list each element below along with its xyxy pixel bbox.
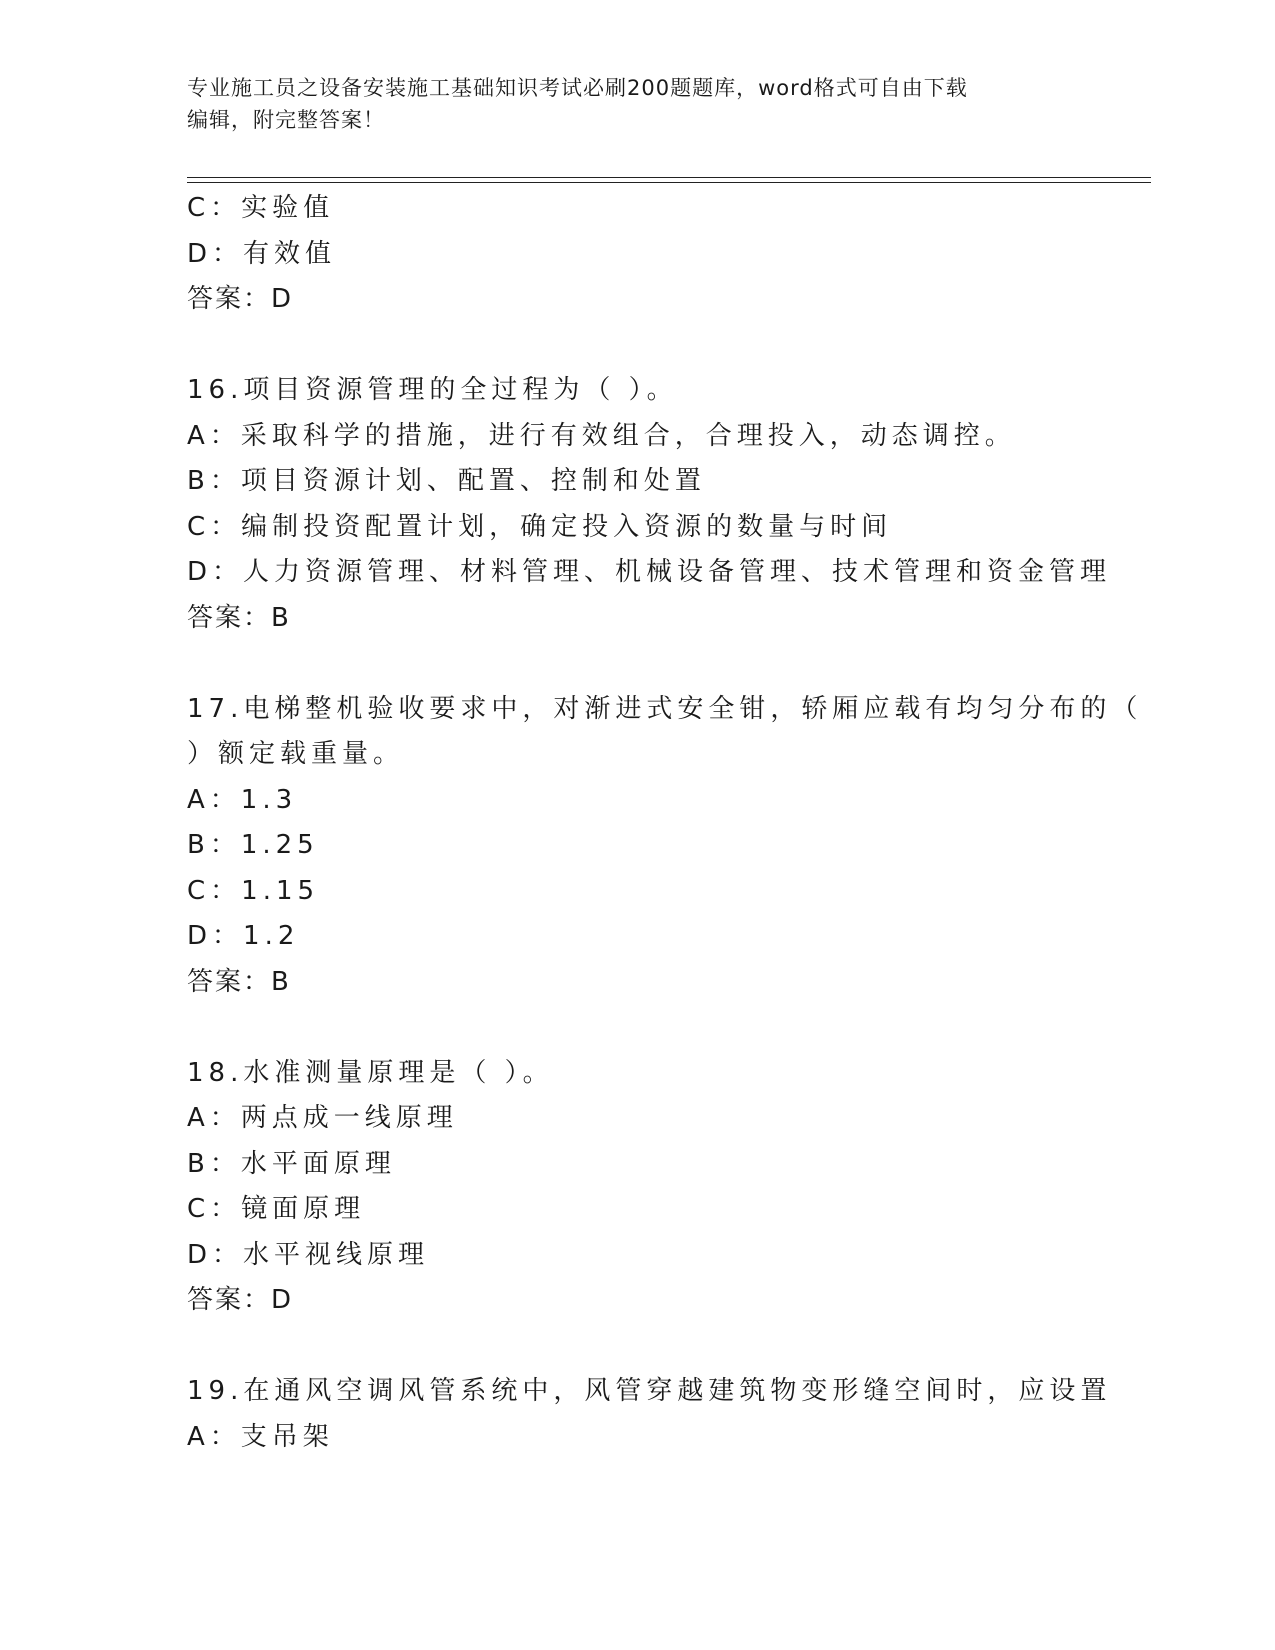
option-a: A：支吊架 bbox=[187, 1421, 334, 1452]
option-c: C：镜面原理 bbox=[187, 1194, 366, 1224]
spacer bbox=[187, 1005, 1151, 1051]
document-header bbox=[187, 72, 1067, 136]
option-a: A：1.3 bbox=[187, 784, 298, 815]
option-d: D：有效值 bbox=[187, 238, 337, 269]
option-b: B：水平面原理 bbox=[187, 1148, 396, 1179]
header-divider-top bbox=[187, 177, 1151, 178]
question-19 bbox=[187, 1369, 1151, 1460]
option-a: A：两点成一线原理 bbox=[187, 1103, 458, 1133]
option-c: C：实验值 bbox=[187, 193, 335, 223]
option-d: D：人力资源管理、材料管理、机械设备管理、技术管理和资金管理 bbox=[187, 557, 1112, 587]
header-title-line-2: 编辑，附完整答案！ bbox=[187, 108, 385, 132]
answer-line: 答案：D bbox=[187, 284, 294, 314]
question-17 bbox=[187, 687, 1151, 1006]
question-18 bbox=[187, 1051, 1151, 1324]
spacer bbox=[187, 641, 1151, 687]
answer-line: 答案：B bbox=[187, 966, 291, 997]
option-d: D：水平视线原理 bbox=[187, 1239, 430, 1270]
question-15-partial bbox=[187, 186, 1151, 323]
question-list bbox=[187, 186, 1151, 1460]
question-stem-continued: ）额定载重量。 bbox=[187, 739, 405, 769]
option-c: C：1.15 bbox=[187, 875, 320, 906]
answer-line: 答案：B bbox=[187, 602, 291, 633]
question-stem: 17.电梯整机验收要求中，对渐进式安全钳，轿厢应载有均匀分布的（ bbox=[187, 693, 1143, 724]
question-stem: 19.在通风空调风管系统中，风管穿越建筑物变形缝空间时，应设置 bbox=[187, 1376, 1112, 1406]
option-a: A：采取科学的措施，进行有效组合，合理投入，动态调控。 bbox=[187, 420, 1016, 451]
question-stem: 16.项目资源管理的全过程为（ ）。 bbox=[187, 375, 678, 405]
answer-line: 答案：D bbox=[187, 1285, 294, 1315]
option-b: B：1.25 bbox=[187, 830, 319, 860]
header-divider-bottom bbox=[187, 182, 1151, 183]
header-title-line-1: 专业施工员之设备安装施工基础知识考试必刷200题题库，word格式可自由下载 bbox=[187, 76, 968, 100]
question-16 bbox=[187, 368, 1151, 641]
question-stem: 18.水准测量原理是（ ）。 bbox=[187, 1057, 554, 1088]
spacer bbox=[187, 323, 1151, 369]
option-d: D：1.2 bbox=[187, 921, 300, 951]
option-c: C：编制投资配置计划，确定投入资源的数量与时间 bbox=[187, 511, 893, 542]
option-b: B：项目资源计划、配置、控制和处置 bbox=[187, 466, 706, 496]
spacer bbox=[187, 1324, 1151, 1370]
